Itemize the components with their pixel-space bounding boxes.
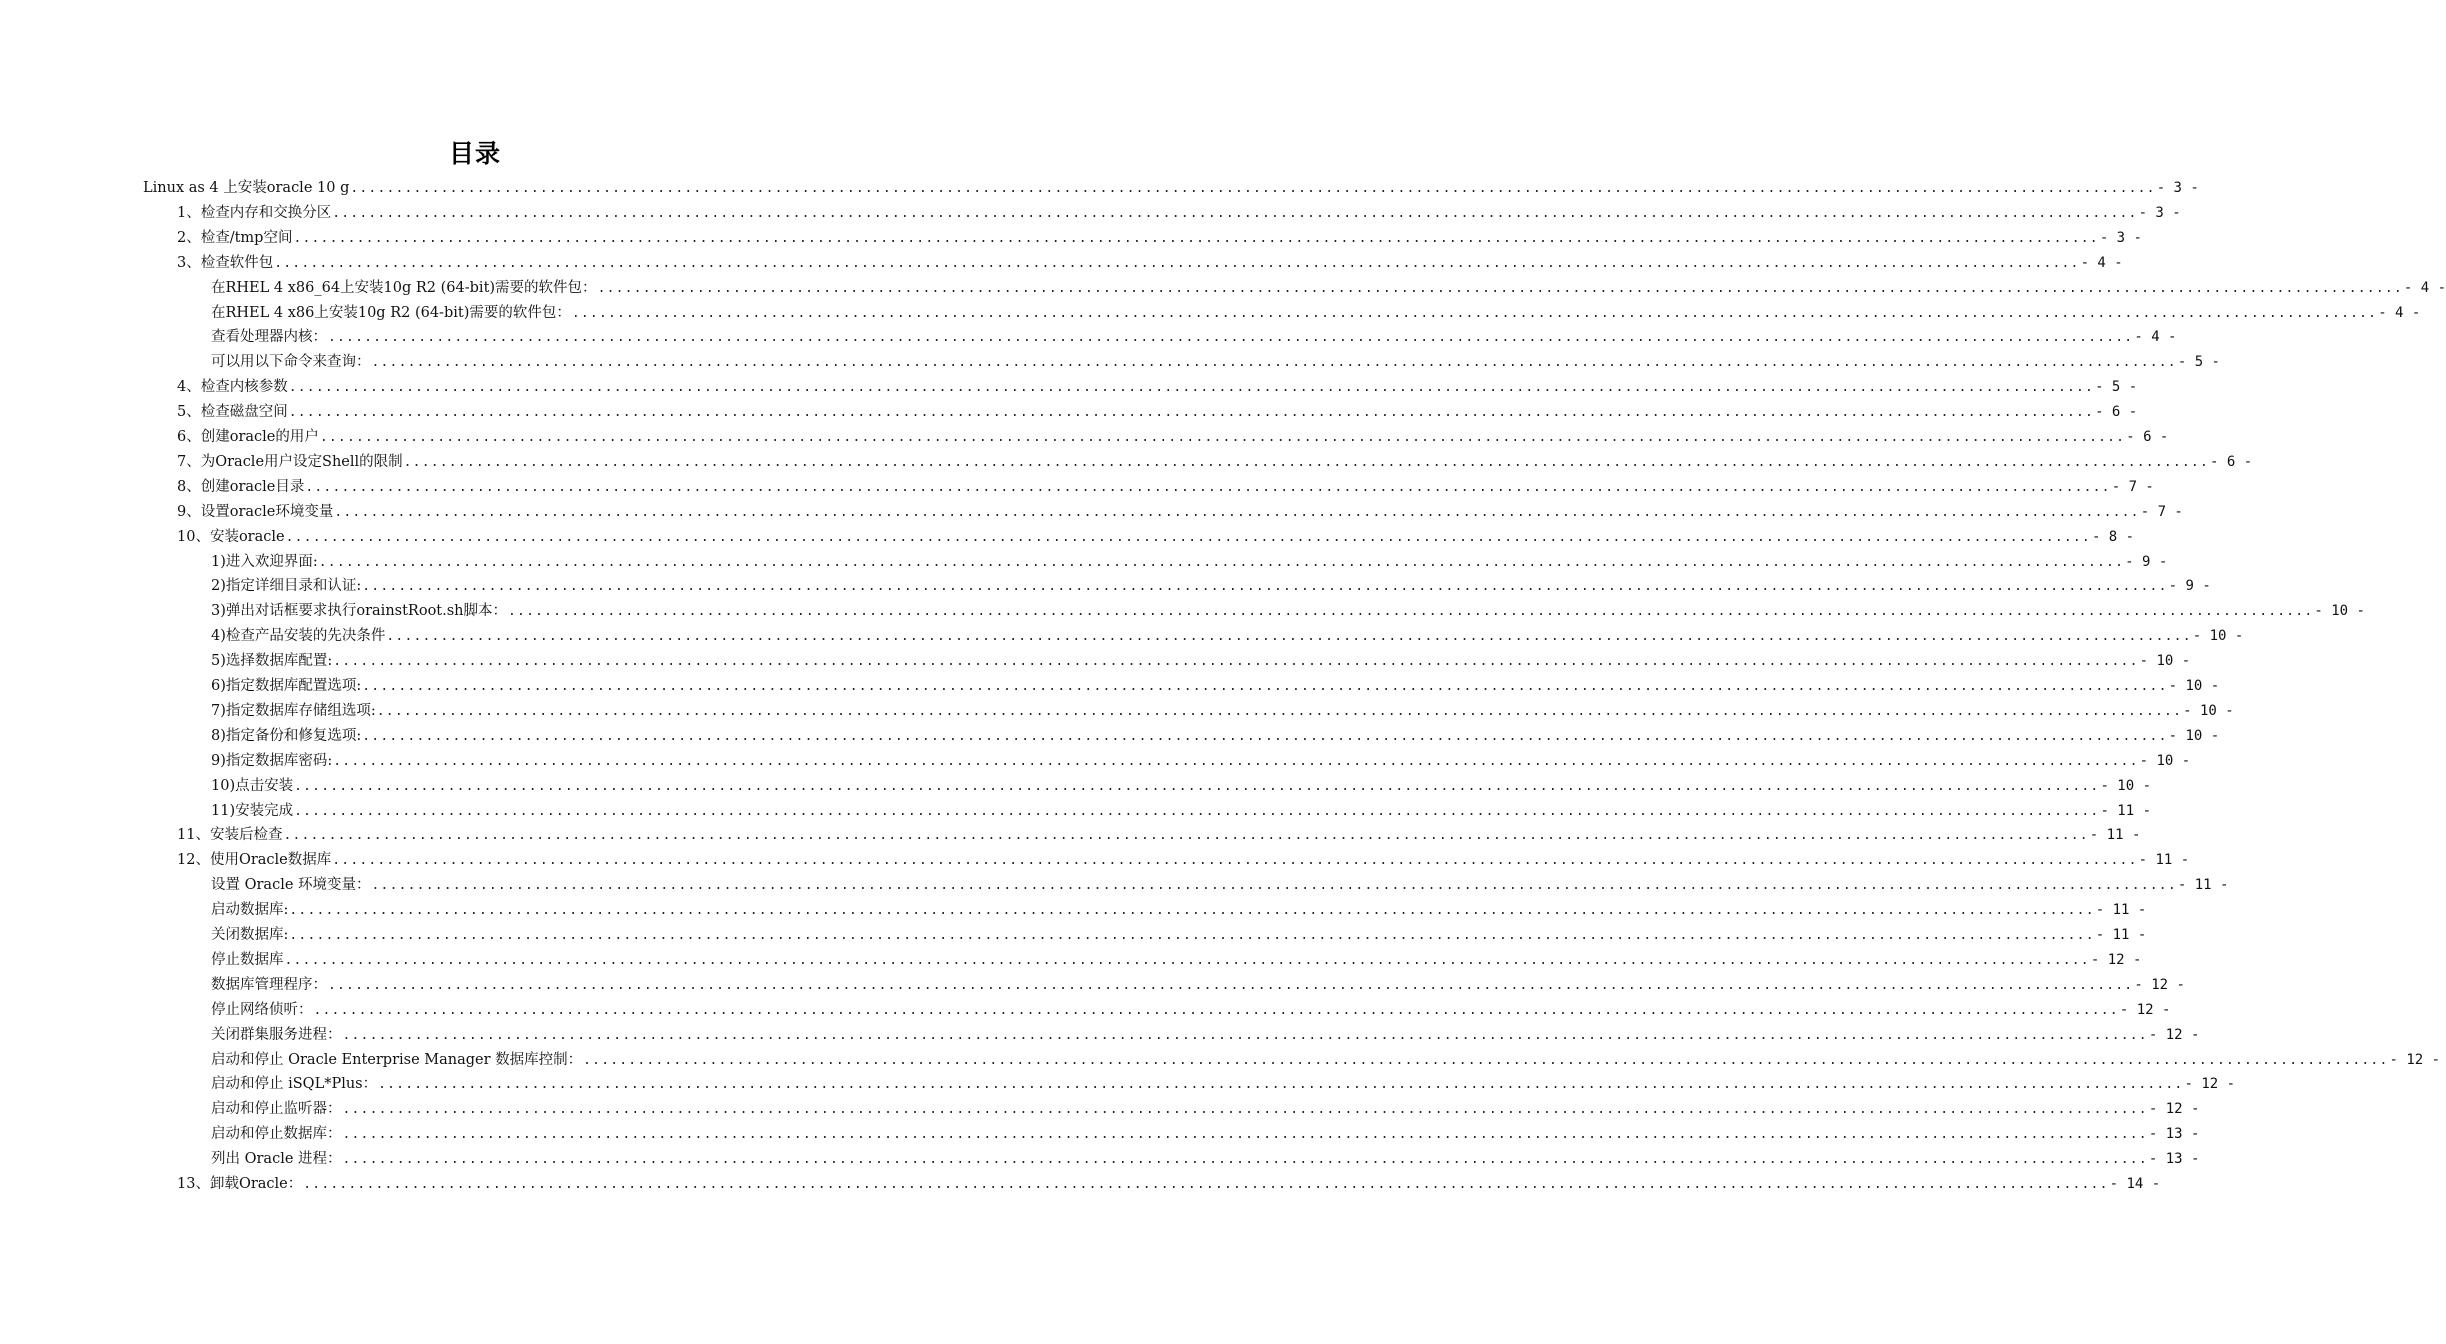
toc-page-number: - 4 - [2378, 304, 2421, 321]
toc-entry[interactable] [211, 301, 2421, 325]
toc-dot-leader: ........................................................................................................................................................................................................ [319, 430, 2126, 445]
toc-entry-text: 设置 Oracle 环境变量： [211, 877, 371, 894]
toc-page-number: - 3 - [2138, 204, 2181, 221]
toc-page-number: - 7 - [2111, 478, 2154, 495]
toc-dot-leader: ........................................................................................................................................................................................................ [288, 380, 2095, 396]
toc-dot-leader: ........................................................................................................................................................................................................ [293, 230, 2099, 246]
toc-dot-leader: ........................................................................................................................................................................................................ [583, 1052, 2389, 1068]
toc-entry-text: 5)选择数据库配置: [211, 653, 333, 670]
toc-page-number: - 3 - [2156, 180, 2199, 196]
toc-page-number: - 10 - [2100, 777, 2152, 794]
toc-entry-text: 查看处理器内核： [211, 329, 327, 346]
toc-entry[interactable] [211, 873, 2229, 897]
toc-dot-leader: ........................................................................................................................................................................................................ [342, 1102, 2148, 1118]
toc-entry[interactable] [177, 375, 2138, 399]
toc-entry[interactable] [211, 325, 2177, 349]
toc-entry[interactable] [177, 251, 2123, 275]
toc-entry-text: 3、检查软件包 [177, 254, 274, 271]
toc-dot-leader: ........................................................................................................................................................................................................ [294, 778, 2100, 794]
toc-dot-leader: ........................................................................................................................................................................................................ [274, 255, 2080, 271]
toc-entry-text: 5、检查磁盘空间 [177, 404, 288, 421]
toc-entry[interactable] [211, 774, 2152, 798]
toc-dot-leader: ........................................................................................................................................................................................................ [334, 504, 2140, 520]
toc-entry-text: 4)检查产品安装的先决条件 [211, 628, 386, 645]
toc-entry[interactable] [211, 624, 2244, 648]
toc-dot-leader: ........................................................................................................................................................................................................ [386, 629, 2192, 645]
toc-entry-text: 启动和停止 Oracle Enterprise Manager 数据库控制： [211, 1051, 583, 1068]
toc-dot-leader: ........................................................................................................................................................................................................ [289, 928, 2095, 943]
toc-page-number: - 14 - [2109, 1176, 2161, 1192]
toc-entry-text: 8)指定备份和修复选项: [211, 727, 362, 744]
toc-page-number: - 3 - [2099, 229, 2142, 246]
toc-entry[interactable] [177, 1172, 2161, 1196]
toc-entry[interactable] [211, 973, 2185, 997]
toc-page-number: - 12 - [2148, 1026, 2200, 1043]
toc-dot-leader: ........................................................................................................................................................................................................ [362, 728, 2168, 744]
toc-dot-leader: ........................................................................................................................................................................................................ [376, 703, 2183, 719]
toc-dot-leader: ........................................................................................................................................................................................................ [332, 853, 2138, 869]
toc-entry-text: 可以用以下命令来查询： [211, 354, 371, 371]
toc-page-number: - 10 - [2139, 752, 2191, 769]
toc-dot-leader: ........................................................................................................................................................................................................ [342, 1127, 2148, 1143]
toc-dot-leader: ........................................................................................................................................................................................................ [313, 1002, 2119, 1018]
toc-entry[interactable] [211, 599, 2365, 623]
toc-page-number: - 11 - [2095, 902, 2147, 919]
toc-entry[interactable] [211, 1023, 2200, 1047]
toc-page-number: - 10 - [2183, 702, 2234, 719]
toc-entry-text: 9、设置oracle环境变量 [177, 503, 334, 520]
toc-entry-text: 7)指定数据库存储组选项: [211, 702, 376, 719]
toc-page-number: - 12 - [2184, 1076, 2236, 1093]
toc-dot-leader: ........................................................................................................................................................................................................ [332, 205, 2138, 221]
toc-page-number: - 12 - [2134, 976, 2185, 993]
toc-entry[interactable] [143, 176, 2199, 200]
toc-dot-leader: ........................................................................................................................................................................................................ [288, 405, 2095, 421]
toc-entry-text: Linux as 4 上安装oracle 10 g [143, 180, 350, 196]
toc-entry[interactable] [177, 525, 2135, 549]
toc-page-number: - 10 - [2139, 653, 2191, 670]
toc-dot-leader: ........................................................................................................................................................................................................ [305, 479, 2111, 495]
toc-dot-leader: ........................................................................................................................................................................................................ [283, 828, 2089, 844]
toc-dot-leader: ........................................................................................................................................................................................................ [284, 952, 2090, 968]
toc-page-number: - 6 - [2126, 429, 2169, 445]
toc-entry[interactable] [211, 1048, 2441, 1072]
toc-dot-leader: ........................................................................................................................................................................................................ [289, 903, 2095, 919]
toc-entry-text: 11、安装后检查 [177, 827, 283, 844]
toc-title: 目录 [448, 139, 501, 168]
toc-entry[interactable] [177, 450, 2253, 474]
toc-entry[interactable] [211, 649, 2191, 673]
toc-entry[interactable] [177, 475, 2154, 499]
toc-entry-text: 6)指定数据库配置选项: [211, 678, 362, 694]
toc-entry[interactable] [211, 948, 2142, 972]
toc-dot-leader: ........................................................................................................................................................................................................ [371, 355, 2177, 371]
toc-entry-text: 8、创建oracle目录 [177, 478, 305, 495]
toc-entry-text: 启动和停止监听器： [211, 1101, 342, 1118]
toc-entry[interactable] [177, 500, 2183, 524]
toc-dot-leader: ........................................................................................................................................................................................................ [342, 1027, 2148, 1043]
toc-entry-text: 6、创建oracle的用户 [177, 429, 319, 445]
toc-entry[interactable] [211, 1072, 2236, 1096]
toc-entry-text: 停止数据库 [211, 951, 284, 968]
toc-page-number: - 4 - [2403, 279, 2446, 296]
toc-entry[interactable] [211, 749, 2191, 773]
toc-entry-text: 启动和停止数据库： [211, 1126, 342, 1143]
toc-entry-text: 列出 Oracle 进程： [211, 1151, 342, 1168]
toc-entry-text: 3)弹出对话框要求执行orainstRoot.sh脚本： [211, 603, 508, 620]
toc-page-number: - 5 - [2095, 379, 2138, 396]
toc-dot-leader: ........................................................................................................................................................................................................ [371, 878, 2177, 894]
toc-entry-text: 2、检查/tmp空间 [177, 229, 293, 246]
toc-entry[interactable] [211, 898, 2147, 922]
toc-entry-text: 10)点击安装 [211, 777, 294, 794]
toc-entry-text: 启动和停止 iSQL*Plus： [211, 1076, 378, 1093]
toc-entry[interactable] [211, 923, 2147, 947]
toc-dot-leader: ........................................................................................................................................................................................................ [333, 654, 2139, 670]
toc-entry[interactable] [211, 1147, 2200, 1171]
toc-entry-text: 9)指定数据库密码: [211, 752, 333, 769]
toc-page-number: - 13 - [2148, 1151, 2200, 1168]
toc-page-number: - 6 - [2210, 453, 2253, 470]
toc-page-number: - 12 - [2389, 1051, 2441, 1068]
toc-page-number: - 11 - [2100, 802, 2152, 819]
toc-entry[interactable] [211, 674, 2220, 698]
toc-entry[interactable] [211, 1097, 2200, 1121]
toc-dot-leader: ........................................................................................................................................................................................................ [362, 679, 2168, 694]
toc-page-number: - 4 - [2134, 329, 2177, 346]
toc-dot-leader: ........................................................................................................................................................................................................ [350, 181, 2156, 196]
toc-page-number: - 10 - [2168, 678, 2220, 694]
toc-entry[interactable] [211, 699, 2234, 723]
toc-page-number: - 4 - [2080, 254, 2123, 271]
toc-dot-leader: ........................................................................................................................................................................................................ [342, 1152, 2148, 1168]
toc-entry-text: 停止网络侦听： [211, 1001, 313, 1018]
toc-dot-leader: ........................................................................................................................................................................................................ [403, 454, 2209, 470]
toc-page-number: - 10 - [2168, 727, 2220, 744]
toc-page-number: - 9 - [2168, 578, 2211, 595]
toc-entry-text: 启动数据库: [211, 902, 289, 919]
toc-dot-leader: ........................................................................................................................................................................................................ [294, 803, 2100, 819]
toc-page-number: - 8 - [2091, 528, 2135, 545]
toc-entry[interactable] [211, 550, 2168, 574]
toc-entry-text: 数据库管理程序： [211, 976, 327, 993]
toc-entry-text: 12、使用Oracle数据库 [177, 852, 332, 869]
toc-page-number: - 5 - [2177, 354, 2220, 371]
toc-entry-text: 7、为Oracle用户设定Shell的限制 [177, 453, 403, 470]
toc-page-number: - 10 - [2314, 603, 2365, 620]
toc-dot-leader: ........................................................................................................................................................................................................ [303, 1177, 2109, 1192]
toc-page-number: - 9 - [2125, 553, 2168, 570]
toc-dot-leader: ........................................................................................................................................................................................................ [597, 280, 2403, 296]
toc-entry-text: 10、安装oracle [177, 528, 285, 545]
toc-entry[interactable] [177, 823, 2141, 847]
toc-dot-leader: ........................................................................................................................................................................................................ [508, 604, 2314, 620]
toc-entry[interactable] [211, 350, 2220, 374]
toc-entry[interactable] [177, 425, 2169, 449]
toc-entry-text: 在RHEL 4 x86上安装10g R2 (64-bit)需要的软件包： [211, 304, 571, 321]
toc-page-number: - 11 - [2095, 927, 2147, 943]
toc-entry-text: 在RHEL 4 x86_64上安装10g R2 (64-bit)需要的软件包： [211, 279, 597, 296]
toc-page-number: - 12 - [2148, 1101, 2200, 1118]
toc-entry[interactable] [177, 226, 2142, 250]
toc-entry-text: 11)安装完成 [211, 802, 294, 819]
toc-dot-leader: ........................................................................................................................................................................................................ [285, 529, 2091, 545]
toc-entry-text: 4、检查内核参数 [177, 379, 288, 396]
toc-page-number: - 11 - [2138, 852, 2190, 869]
toc-dot-leader: ........................................................................................................................................................................................................ [362, 579, 2168, 595]
toc-page-number: - 11 - [2177, 877, 2229, 894]
toc-dot-leader: ........................................................................................................................................................................................................ [571, 305, 2378, 321]
toc-page-number: - 13 - [2148, 1126, 2200, 1143]
toc-entry[interactable] [211, 276, 2446, 300]
toc-entry[interactable] [211, 799, 2152, 823]
toc-dot-leader: ........................................................................................................................................................................................................ [378, 1077, 2184, 1093]
toc-page-number: - 6 - [2095, 404, 2138, 421]
toc-entry-text: 13、卸载Oracle： [177, 1176, 303, 1192]
toc-entry-text: 关闭群集服务进程： [211, 1026, 342, 1043]
toc-page-number: - 10 - [2192, 628, 2244, 645]
toc-dot-leader: ........................................................................................................................................................................................................ [328, 330, 2134, 346]
toc-dot-leader: ........................................................................................................................................................................................................ [328, 977, 2134, 993]
toc-page-number: - 12 - [2090, 951, 2142, 968]
toc-page-number: - 7 - [2140, 503, 2183, 520]
toc-entry[interactable] [211, 724, 2220, 748]
toc-entry-text: 2)指定详细目录和认证: [211, 578, 362, 595]
toc-entry[interactable] [211, 1122, 2200, 1146]
toc-entry[interactable] [211, 574, 2211, 598]
toc-entry-text: 关闭数据库: [211, 927, 289, 943]
toc-page-number: - 11 - [2089, 827, 2141, 844]
toc-page-number: - 12 - [2119, 1001, 2171, 1018]
toc-entry-text: 1)进入欢迎界面: [211, 553, 318, 570]
toc-dot-leader: ........................................................................................................................................................................................................ [333, 753, 2139, 769]
toc-entry[interactable] [177, 400, 2138, 424]
toc-entry[interactable] [177, 201, 2181, 225]
toc-dot-leader: ........................................................................................................................................................................................................ [318, 554, 2125, 570]
toc-entry[interactable] [211, 998, 2171, 1022]
toc-entry-text: 1、检查内存和交换分区 [177, 204, 332, 221]
toc-entry[interactable] [177, 848, 2190, 872]
